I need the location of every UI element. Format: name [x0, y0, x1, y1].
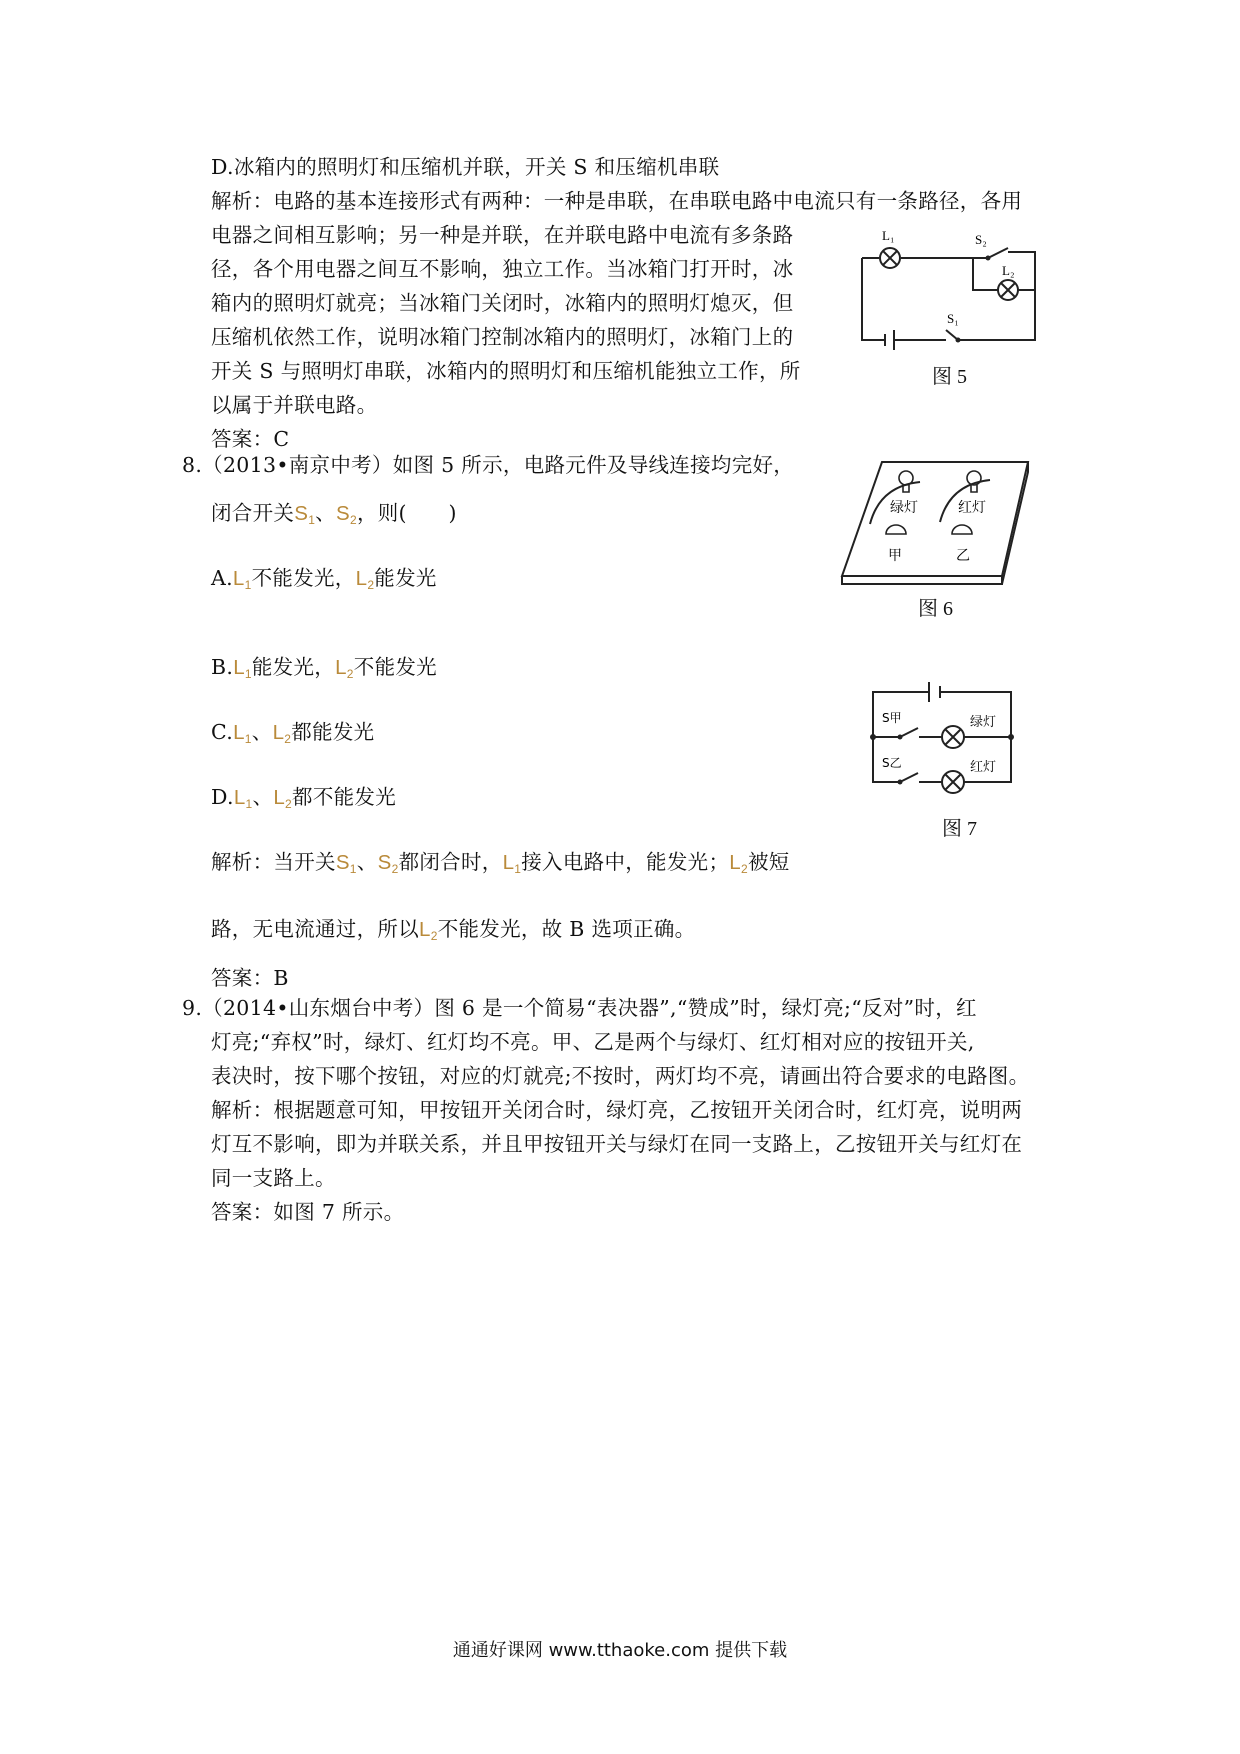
q7-analysis-line-2: 电器之间相互影响；另一种是并联，在并联电路中电流有多条路 — [211, 223, 794, 247]
q7-analysis-line-4: 箱内的照明灯就亮；当冰箱门关闭时，冰箱内的照明灯熄灭，但 — [211, 291, 794, 315]
fig7-green-label: 绿灯 — [970, 715, 997, 730]
q9-analysis-line-3: 同一支路上。 — [211, 1166, 336, 1190]
q8-analysis-line-2: 路，无电流通过，所以$L_2$不能发光，故 B 选项正确。 — [211, 917, 696, 943]
q7-option-d: D.冰箱内的照明灯和压缩机并联，开关 S 和压缩机串联 — [211, 155, 720, 179]
q9-analysis-line-1: 解析：根据题意可知，甲按钮开关闭合时，绿灯亮，乙按钮开关闭合时，红灯亮，说明两 — [211, 1098, 1023, 1122]
q8-stem-line-2: 闭合开关$S_1$、$S_2$，则( ) — [211, 501, 457, 527]
figure-7-caption: 图 7 — [942, 818, 977, 840]
page-footer: 通通好课网 www.tthaoke.com 提供下载 — [452, 1640, 788, 1661]
q9-answer: 答案：如图 7 所示。 — [211, 1200, 405, 1224]
figure-5-circuit — [850, 228, 1035, 348]
fig5-label-l2: L₂ — [1002, 263, 1015, 278]
q7-analysis-line-7: 以属于并联电路。 — [211, 393, 378, 417]
fig6-green-label: 绿灯 — [890, 500, 918, 516]
q8-stem: 8.（2013•南京中考）如图 5 所示，电路元件及导线连接均完好， — [182, 453, 795, 477]
q7-analysis-line-6: 开关 S 与照明灯串联，冰箱内的照明灯和压缩机能独立工作，所 — [211, 359, 801, 383]
q8-option-c: $C.L_1$、$L_2$都能发光 — [211, 720, 375, 746]
fig5-label-l1: L₁ — [882, 228, 895, 243]
q7-answer: 答案：C — [211, 427, 290, 451]
q9-line-2: 灯亮;“弃权”时，绿灯、红灯均不亮。甲、乙是两个与绿灯、红灯相对应的按钮开关, — [211, 1030, 975, 1054]
fig7-s-jia-label: S甲 — [882, 711, 902, 725]
q9-analysis-line-2: 灯互不影响，即为并联关系，并且甲按钮开关与绿灯在同一支路上，乙按钮开关与红灯在 — [211, 1132, 1023, 1156]
q9-line-3: 表决时，按下哪个按钮，对应的灯就亮;不按时，两灯均不亮，请画出符合要求的电路图。 — [211, 1064, 1030, 1088]
q8-analysis-line-1: 解析：当开关$S_1$、$S_2$都闭合时，$L_1$接入电路中，能发光；$L_2$被短 — [211, 850, 790, 876]
figure-6-caption: 图 6 — [918, 598, 953, 620]
q7-analysis-line-5: 压缩机依然工作，说明冰箱门控制冰箱内的照明灯，冰箱门上的 — [211, 325, 794, 349]
fig5-label-s2: S₂ — [975, 232, 987, 247]
q8-option-b: $B.L_1$能发光，$L_2$不能发光 — [211, 655, 437, 681]
q8-option-d: $D.L_1$、$L_2$都不能发光 — [211, 785, 397, 811]
q9-line-1: 9.（2014•山东烟台中考）图 6 是一个简易“表决器”,“赞成”时，绿灯亮;“反对”时，红 — [182, 996, 977, 1020]
fig7-s-yi-label: S乙 — [882, 756, 902, 770]
figure-7-circuit — [870, 682, 1020, 794]
fig5-label-s1: S₁ — [947, 311, 959, 326]
fig6-red-label: 红灯 — [958, 500, 986, 516]
q7-analysis-line-3: 径，各个用电器之间互不影响，独立工作。当冰箱门打开时，冰 — [211, 257, 794, 281]
fig6-jia-label: 甲 — [888, 548, 902, 564]
figure-6-board — [840, 460, 1030, 585]
fig7-red-label: 红灯 — [970, 760, 997, 775]
q8-option-a: $A.L_1$不能发光，$L_2$能发光 — [211, 566, 437, 592]
fig6-yi-label: 乙 — [956, 548, 970, 564]
q7-analysis-line-1: 解析：电路的基本连接形式有两种：一种是串联，在串联电路中电流只有一条路径，各用 — [211, 189, 1023, 213]
q8-answer: 答案：B — [211, 966, 289, 990]
figure-5-caption: 图 5 — [932, 366, 967, 388]
